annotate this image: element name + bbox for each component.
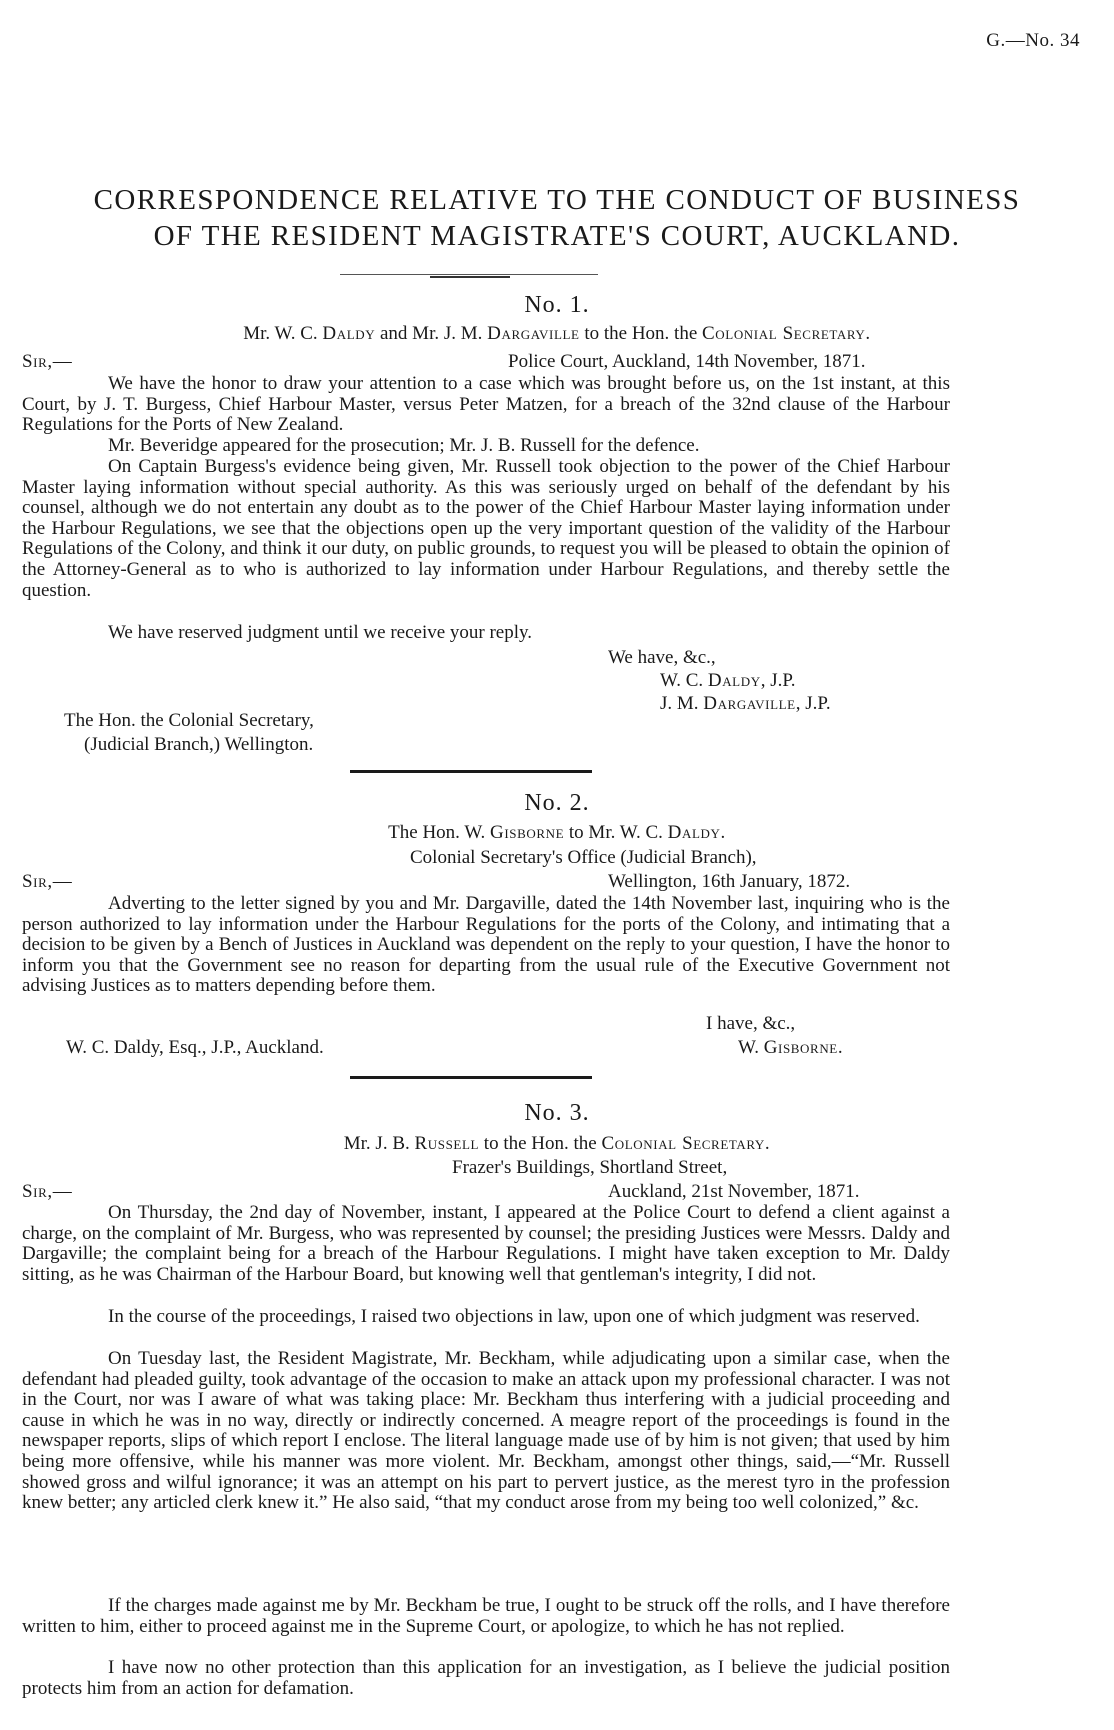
- heading-text: The Hon. W.: [388, 822, 486, 843]
- letter-1-paragraph: On Captain Burgess's evidence being given, Mr. Russell took objection to the power of the Chief Harbour Master laying information without special authority. As this was seriously urged on behalf of the defendant by his counsel, although we do not entertain any doubt as to the power of the Chief Harbour Master laying information under the Harbour Regulations, we see that the objections open up the very important question of the validity of the Harbour Regulations of the Colony, and think it our duty, on public grounds, to request you will be pleased to obtain the opinion of the Attorney-General as to who is authorized to lay information under Harbour Regulations, and thereby settle the question.: [22, 456, 950, 601]
- signature-text: J. M.: [660, 693, 699, 714]
- recipient-title: Colonial Secretary.: [601, 1133, 771, 1154]
- letter-2-addressee: W. C. Daldy, Esq., J.P., Auckland.: [66, 1037, 324, 1058]
- letter-1-closing: We have, &c.,: [608, 647, 716, 668]
- letter-3-paragraph: I have now no other protection than this application for an investigation, as I believe the judicial position protects him from an action for defamation.: [22, 1657, 950, 1699]
- letter-1-signature-1: [660, 669, 796, 692]
- letter-3-paragraph: On Thursday, the 2nd day of November, instant, I appeared at the Police Court to defend a client against a charge, on the complaint of Mr. Burgess, who was represented by counsel; the presiding Justices were Messrs. Daldy and Dargaville; the complaint being for a breach of the Harbour Regulations. I might have taken exception to Mr. Daldy sitting, as he was Chairman of the Harbour Board, but knowing well that gentleman's integrity, I did not.: [22, 1202, 950, 1285]
- letter-3-number: No. 3.: [524, 1100, 590, 1126]
- letter-3-paragraph: In the course of the proceedings, I raised two objections in law, upon one of which judgment was reserved.: [108, 1306, 920, 1327]
- letter-1-salutation: Sir,—: [22, 351, 73, 372]
- letter-2-signature: [738, 1036, 843, 1059]
- recipient-title: Colonial Secretary.: [702, 323, 871, 344]
- letter-2-place-date: Wellington, 16th January, 1872.: [608, 871, 851, 892]
- letter-3-place-date: Auckland, 21st November, 1871.: [608, 1181, 860, 1202]
- letter-2-closing: I have, &c.,: [706, 1013, 796, 1034]
- letter-1-signature-2: [660, 692, 831, 715]
- sender-name: Daldy: [322, 323, 376, 344]
- letter-1-place-date: Police Court, Auckland, 14th November, 1871.: [508, 351, 866, 372]
- title-line-2: OF THE RESIDENT MAGISTRATE'S COURT, AUCKLAND.: [153, 220, 961, 252]
- signature-text: , J.P.: [795, 693, 831, 714]
- sender-name: Gisborne: [490, 822, 565, 843]
- title-ornament-center: [430, 276, 510, 279]
- signature-text: W.: [738, 1037, 759, 1058]
- letter-3-heading: [0, 1132, 1114, 1155]
- sender-name: Russell: [414, 1133, 480, 1154]
- signature-text: , J.P.: [760, 670, 796, 691]
- heading-text: to Mr. W. C.: [568, 822, 663, 843]
- recipient-name: Daldy.: [667, 822, 726, 843]
- letter-2-salutation: Sir,—: [22, 871, 73, 892]
- document-title: [0, 182, 1114, 254]
- letter-1-paragraph: We have reserved judgment until we receive your reply.: [108, 622, 533, 643]
- letter-2-heading: [0, 821, 1114, 844]
- page-reference: G.—No. 34: [986, 30, 1080, 51]
- signature-text: W. C.: [660, 670, 704, 691]
- letter-1-heading: [0, 322, 1114, 345]
- sender-name: Dargaville: [487, 323, 580, 344]
- letter-2-office: Colonial Secretary's Office (Judicial Branch),: [410, 847, 757, 868]
- letter-1-addressee-2: (Judicial Branch,) Wellington.: [84, 734, 314, 755]
- heading-text: Mr. W. C.: [243, 323, 318, 344]
- section-divider: [350, 770, 592, 773]
- letter-3-salutation: Sir,—: [22, 1181, 73, 1202]
- letter-2-number: No. 2.: [524, 790, 590, 816]
- signatory-name: Gisborne.: [763, 1037, 844, 1058]
- letter-1-paragraph: We have the honor to draw your attention to a case which was brought before us, on the 1st instant, at this Court, by J. T. Burgess, Chief Harbour Master, versus Peter Matzen, for a breach of the 32nd clause of the Harbour Regulations for the Ports of New Zealand.: [22, 373, 950, 436]
- letter-3-address: Frazer's Buildings, Shortland Street,: [452, 1157, 728, 1178]
- letter-1-addressee-1: The Hon. the Colonial Secretary,: [64, 710, 314, 731]
- heading-text: to the Hon. the: [483, 1133, 597, 1154]
- title-line-1: CORRESPONDENCE RELATIVE TO THE CONDUCT OF BUSINESS: [93, 184, 1021, 216]
- letter-3-paragraph: On Tuesday last, the Resident Magistrate, Mr. Beckham, while adjudicating upon a similar case, when the defendant had pleaded guilty, took advantage of the occasion to make an attack upon my professional character. I was not in the Court, nor was I aware of what was taking place: Mr. Beckham thus interfering with a judicial proceeding and cause in which he was in no way, directly or indirectly concerned. A meagre report of the proceedings is found in the newspaper reports, slips of which report I enclose. The literal language made use of by him is not given; that used by him being more offensive, while his manner was more violent. Mr. Beckham, amongst other things, said,—“Mr. Russell showed gross and wilful ignorance; it was an attempt on his part to pervert justice, as the merest tyro in the profession knew better; any articled clerk knew it.” He also said, “that my conduct arose from my being too well colonized,” &c.: [22, 1348, 950, 1514]
- heading-text: to the Hon. the: [584, 323, 698, 344]
- letter-1-number: No. 1.: [524, 292, 590, 318]
- heading-text: and Mr. J. M.: [380, 323, 483, 344]
- signatory-name: Daldy: [707, 670, 761, 691]
- signatory-name: Dargaville: [703, 693, 796, 714]
- heading-text: Mr. J. B.: [343, 1133, 410, 1154]
- section-divider: [350, 1076, 592, 1079]
- letter-2-paragraph: Adverting to the letter signed by you and Mr. Dargaville, dated the 14th November last, inquiring who is the person authorized to lay information under the Harbour Regulations for the ports of the Colony, and intimating that a decision to be given by a Bench of Justices in Auckland was dependent on the reply to your question, I have the honor to inform you that the Government see no reason for departing from the usual rule of the Executive Government not advising Justices as to matters depending before them.: [22, 893, 950, 997]
- letter-3-paragraph: If the charges made against me by Mr. Beckham be true, I ought to be struck off the rolls, and I have therefore written to him, either to proceed against me in the Supreme Court, or apologize, to which he has not replied.: [22, 1595, 950, 1637]
- letter-1-paragraph: Mr. Beveridge appeared for the prosecution; Mr. J. B. Russell for the defence.: [108, 435, 700, 456]
